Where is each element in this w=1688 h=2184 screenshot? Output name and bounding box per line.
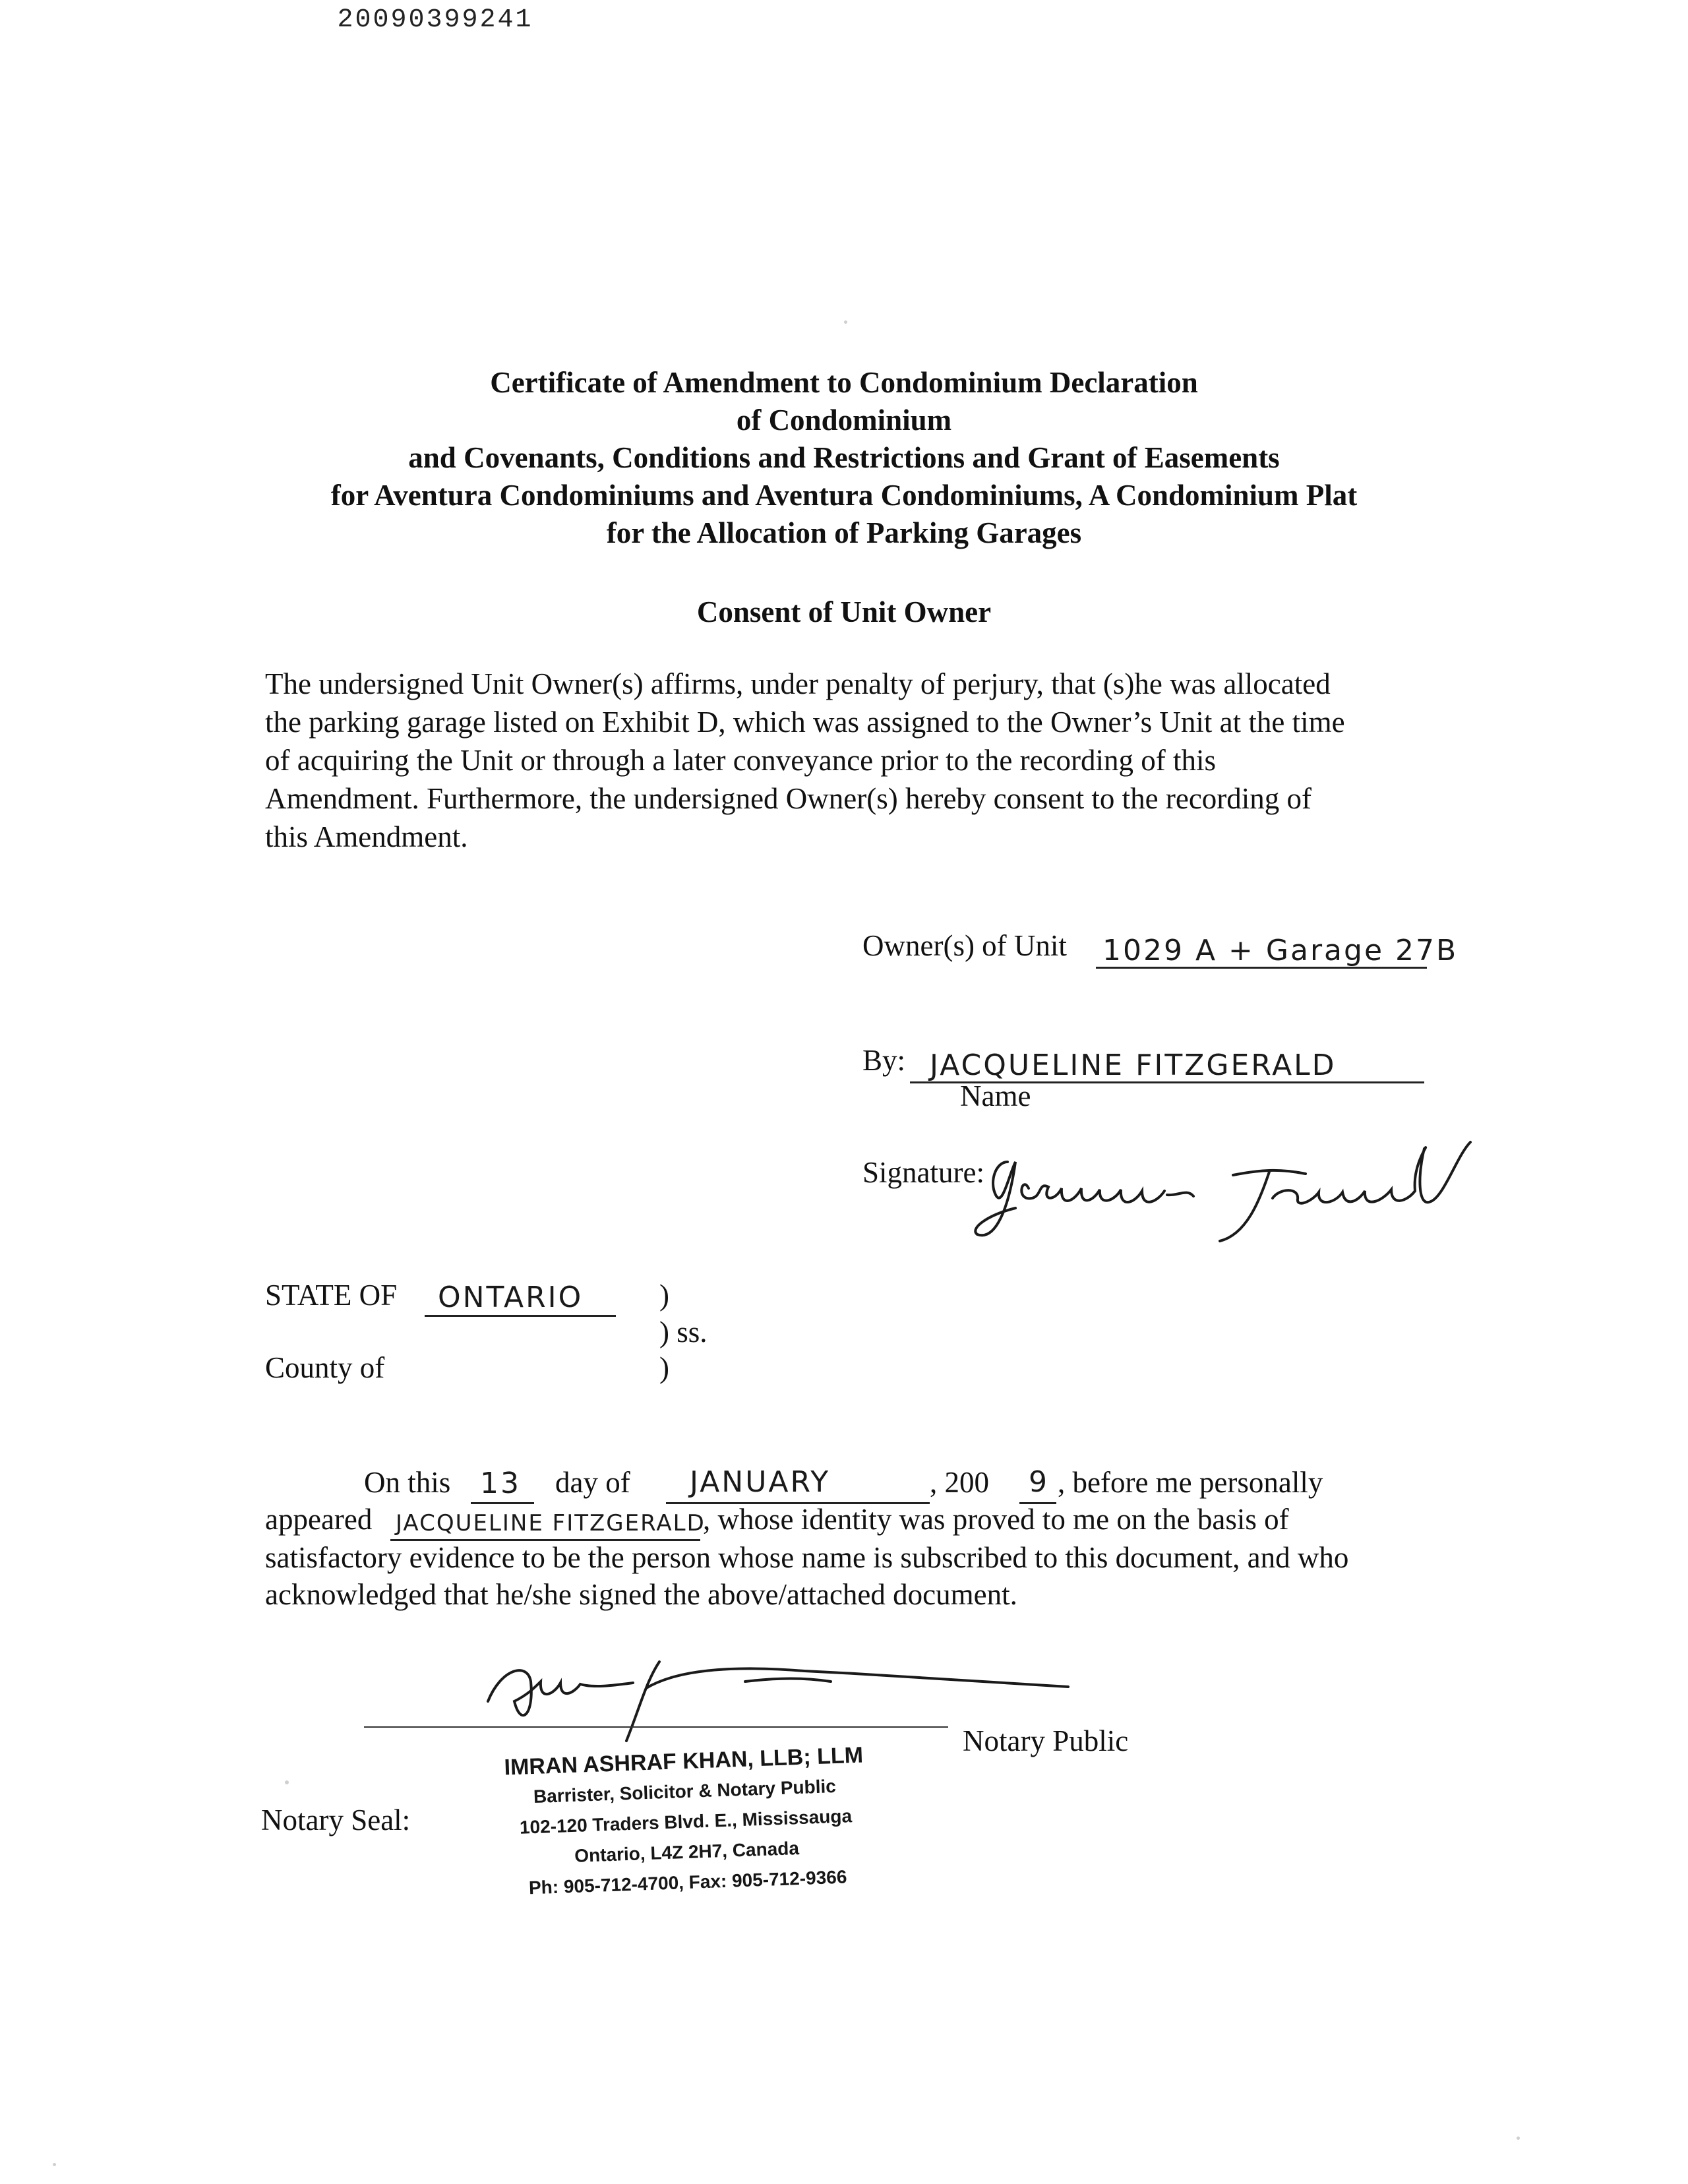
scan-speck xyxy=(844,320,847,324)
title-line: and Covenants, Conditions and Restrictions and Grant of Easements xyxy=(408,441,1280,474)
scan-speck xyxy=(285,1780,289,1784)
stamp-line: IMRAN ASHRAF KHAN, LLB; LLM xyxy=(504,1742,864,1780)
by-name-value: JACQUELINE FITZGERALD xyxy=(930,1048,1337,1082)
notary-signature-line xyxy=(364,1726,948,1728)
signature-label: Signature: xyxy=(862,1156,984,1189)
before-me-text: , before me personally xyxy=(1058,1466,1323,1499)
on-this-label: On this xyxy=(364,1466,451,1499)
stamp-line: Ontario, L4Z 2H7, Canada xyxy=(574,1838,800,1866)
year-prefix: , 200 xyxy=(930,1466,989,1499)
paragraph-line: the parking garage listed on Exhibit D, which was assigned to the Owner’s Unit at the time xyxy=(265,706,1345,739)
state-of-label: STATE OF xyxy=(265,1279,398,1312)
paragraph-line: of acquiring the Unit or through a later conveyance prior to the recording of this xyxy=(265,744,1217,777)
title-line: for Aventura Condominiums and Aventura Condominiums, A Condominium Plat xyxy=(330,479,1358,512)
owner-signature xyxy=(969,1136,1536,1248)
paragraph-line: Amendment. Furthermore, the undersigned Owner(s) hereby consent to the recording of xyxy=(265,782,1312,815)
appeared-name-value: JACQUELINE FITZGERALD xyxy=(396,1510,706,1536)
identity-text: , whose identity was proved to me on the basis of xyxy=(703,1503,1289,1536)
state-underline xyxy=(425,1315,616,1317)
venue-ss: ) ss. xyxy=(659,1316,708,1349)
month-value: JANUARY xyxy=(690,1465,831,1499)
section-subtitle: Consent of Unit Owner xyxy=(696,595,992,628)
county-of-label: County of xyxy=(265,1351,385,1384)
notary-seal-label: Notary Seal: xyxy=(261,1804,411,1836)
state-value: ONTARIO xyxy=(438,1281,584,1314)
day-of-label: day of xyxy=(555,1466,630,1499)
stamp-line: Barrister, Solicitor & Notary Public xyxy=(533,1776,837,1807)
title-line: for the Allocation of Parking Garages xyxy=(606,516,1082,549)
ack-line: acknowledged that he/she signed the above/attached document. xyxy=(265,1578,1017,1611)
document-title xyxy=(0,364,1688,552)
title-line: of Condominium xyxy=(736,404,952,437)
year-digit: 9 xyxy=(1029,1465,1049,1499)
stamp-line: Ph: 905-712-4700, Fax: 905-712-9366 xyxy=(528,1866,847,1898)
stamp-line: 102-120 Traders Blvd. E., Mississauga xyxy=(519,1805,853,1838)
scan-speck xyxy=(53,2163,56,2166)
paragraph-line: The undersigned Unit Owner(s) affirms, under penalty of perjury, that (s)he was allocated xyxy=(265,667,1331,700)
document-number: 20090399241 xyxy=(337,5,533,35)
title-line: Certificate of Amendment to Condominium Declaration xyxy=(490,366,1198,399)
appeared-label: appeared xyxy=(265,1503,373,1536)
day-value: 13 xyxy=(480,1467,521,1500)
name-caption: Name xyxy=(960,1079,1031,1112)
ack-line: satisfactory evidence to be the person whose name is subscribed to this document, and who xyxy=(265,1541,1349,1574)
scan-speck xyxy=(1517,2137,1520,2140)
day-underline xyxy=(471,1502,534,1504)
notary-stamp xyxy=(466,1739,906,1906)
venue-paren: ) xyxy=(659,1351,669,1384)
venue-paren: ) xyxy=(659,1279,669,1312)
notary-public-label: Notary Public xyxy=(963,1724,1129,1757)
consent-paragraph xyxy=(265,665,1505,856)
paragraph-line: this Amendment. xyxy=(265,820,468,853)
owner-unit-label: Owner(s) of Unit xyxy=(862,929,1067,962)
by-label: By: xyxy=(862,1044,906,1077)
owner-unit-value: 1029 A + Garage 27B xyxy=(1102,934,1459,967)
